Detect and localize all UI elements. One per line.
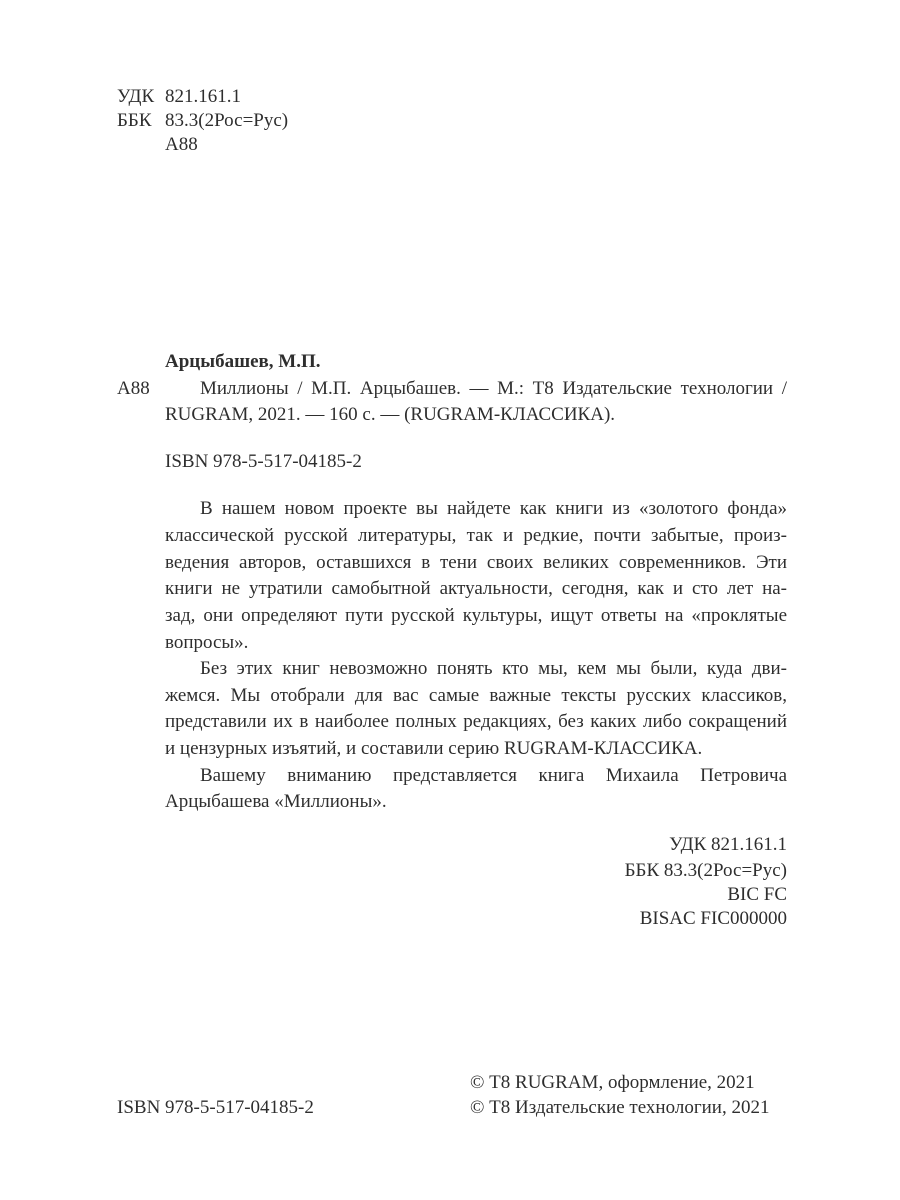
annotation-line: ведения авторов, оставшихся в тени своих великих современников. Эти — [165, 552, 787, 573]
catalog-author: Арцыбашев, М.П. — [165, 351, 321, 372]
udk-code: УДК 821.161.1 — [669, 834, 787, 855]
annotation-line: зад, они определяют пути русской культуры, ищут ответы на «проклятые — [165, 605, 787, 626]
udk-value: 821.161.1 — [165, 86, 241, 107]
copyright-design: © Т8 RUGRAM, оформление, 2021 — [470, 1072, 755, 1093]
annotation-line: жемся. Мы отобрали для вас самые важные тексты русских классиков, — [165, 685, 787, 706]
annotation-line: Вашему вниманию представляется книга Михаила Петровича — [200, 765, 787, 786]
bisac-code: BISAC FIC000000 — [639, 908, 787, 929]
bbk-value: 83.3(2Рос=Рус) — [165, 110, 289, 131]
catalog-line-1: Миллионы / М.П. Арцыбашев. — М.: Т8 Издательские технологии / — [200, 378, 787, 399]
catalog-line-2: RUGRAM, 2021. — 160 с. — (RUGRAM-КЛАССИКА). — [165, 404, 616, 425]
annotation-line: Арцыбашева «Миллионы». — [165, 791, 387, 812]
udk-label: УДК — [117, 86, 155, 107]
annotation-line: представили их в наиболее полных редакциях, без каких либо сокращений — [165, 711, 787, 732]
copyright-publisher: © Т8 Издательские технологии, 2021 — [470, 1097, 770, 1118]
annotation-line: классической русской литературы, так и редкие, почти забытые, произ- — [165, 525, 787, 546]
catalog-mark: А88 — [117, 378, 150, 399]
bbk-code: ББК 83.3(2Рос=Рус) — [624, 860, 787, 881]
annotation-line: Без этих книг невозможно понять кто мы, кем мы были, куда дви- — [200, 658, 787, 679]
footer-isbn: ISBN 978-5-517-04185-2 — [117, 1097, 314, 1118]
author-mark: А88 — [165, 134, 198, 155]
bbk-label: ББК — [117, 110, 152, 131]
annotation-line: вопросы». — [165, 632, 249, 653]
annotation-line: В нашем новом проекте вы найдете как книги из «золотого фонда» — [200, 498, 787, 519]
bic-code: BIC FC — [727, 884, 787, 905]
annotation-line: и цензурных изъятий, и составили серию RUGRAM-КЛАССИКА. — [165, 738, 703, 759]
catalog-isbn: ISBN 978-5-517-04185-2 — [165, 451, 362, 472]
annotation-line: книги не утратили самобытной актуальности, сегодня, как и сто лет на- — [165, 578, 787, 599]
